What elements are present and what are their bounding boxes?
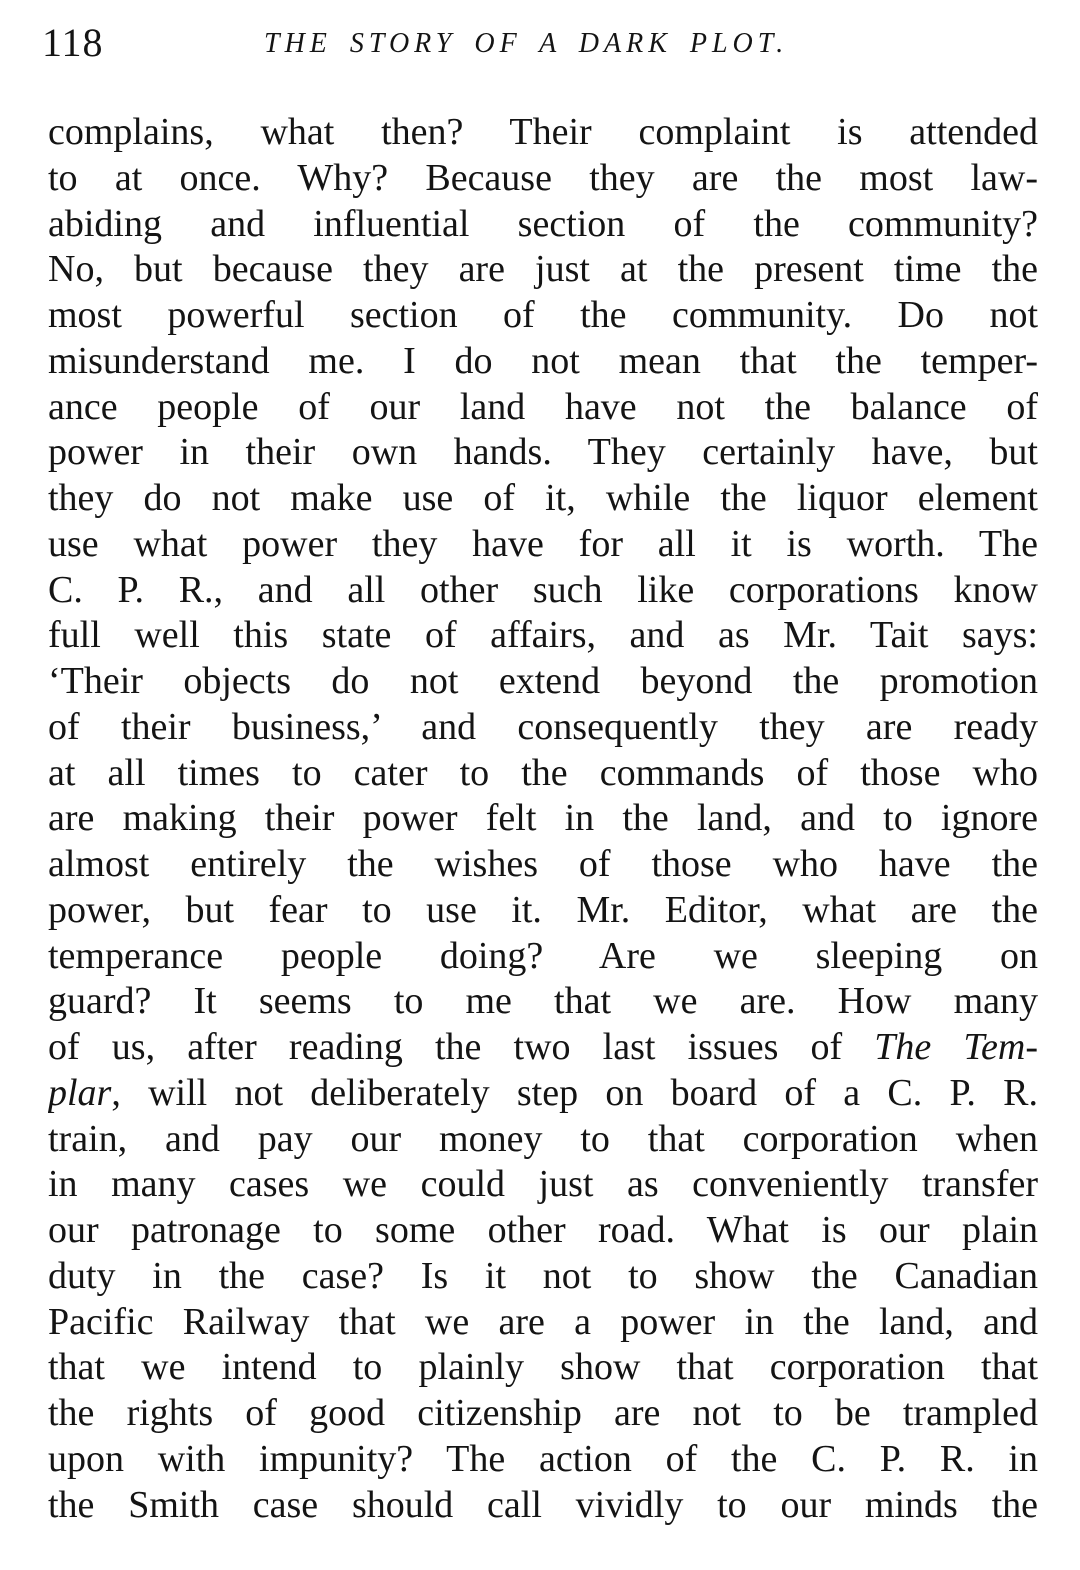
text-line: in many cases we could just as conveniently transfer bbox=[48, 1163, 1038, 1206]
text-line: our patronage to some other road. What is our plain bbox=[48, 1209, 1038, 1251]
text-line: that we intend to plainly show that corporation that bbox=[48, 1346, 1038, 1389]
text-line: misunderstand me. I do not mean that the temper- bbox=[48, 339, 1038, 382]
text-segment: of us, after reading the two last issues of bbox=[48, 1026, 875, 1068]
text-line: complains, what then? Their complaint is attended bbox=[48, 111, 1038, 153]
text-line: use what power they have for all it is worth. The bbox=[48, 522, 1038, 565]
text-line: they do not make use of it, while the liquor element bbox=[48, 477, 1038, 519]
text-segment: , will not deliberately step on board of a C. P. R. bbox=[111, 1071, 1038, 1114]
text-line: power, but fear to use it. Mr. Editor, what are the bbox=[48, 888, 1038, 931]
text-line: of their business,’ and consequently they are ready bbox=[48, 705, 1038, 748]
text-line: most powerful section of the community. Do not bbox=[48, 294, 1038, 336]
text-line: duty in the case? Is it not to show the Canadian bbox=[48, 1254, 1038, 1297]
text-line-with-italic bbox=[48, 1071, 1038, 1117]
text-line: almost entirely the wishes of those who have the bbox=[48, 843, 1038, 885]
text-line: abiding and influential section of the community? bbox=[48, 202, 1038, 245]
text-line: No, but because they are just at the present time the bbox=[48, 248, 1038, 291]
text-line: guard? It seems to me that we are. How many bbox=[48, 980, 1038, 1023]
text-line-with-italic bbox=[48, 1025, 1038, 1071]
text-line: full well this state of affairs, and as Mr. Tait says: bbox=[48, 614, 1038, 657]
text-line: the rights of good citizenship are not to be trampled bbox=[48, 1392, 1038, 1434]
text-line: upon with impunity? The action of the C. P. R. in bbox=[48, 1437, 1038, 1480]
text-line: at all times to cater to the commands of those who bbox=[48, 751, 1038, 794]
text-line: Pacific Railway that we are a power in the land, and bbox=[48, 1300, 1038, 1343]
italic-title-segment: plar bbox=[48, 1071, 112, 1114]
text-line: the Smith case should call vividly to our minds the bbox=[48, 1483, 1038, 1526]
page-number: 118 bbox=[42, 20, 104, 65]
text-line: C. P. R., and all other such like corporations know bbox=[48, 568, 1038, 611]
body-text bbox=[48, 110, 1038, 1528]
italic-title-segment: The Tem- bbox=[874, 1026, 1038, 1068]
text-line: to at once. Why? Because they are the most law- bbox=[48, 156, 1038, 199]
running-title: THE STORY OF A DARK PLOT. bbox=[264, 28, 789, 59]
text-line: are making their power felt in the land, and to ignore bbox=[48, 797, 1038, 840]
running-head bbox=[40, 18, 1040, 68]
text-line: ‘Their objects do not extend beyond the promotion bbox=[48, 660, 1038, 702]
text-line: temperance people doing? Are we sleeping on bbox=[48, 934, 1038, 977]
text-line: train, and pay our money to that corporation when bbox=[48, 1117, 1038, 1160]
text-line: ance people of our land have not the balance of bbox=[48, 385, 1038, 428]
text-line: power in their own hands. They certainly have, but bbox=[48, 431, 1038, 474]
